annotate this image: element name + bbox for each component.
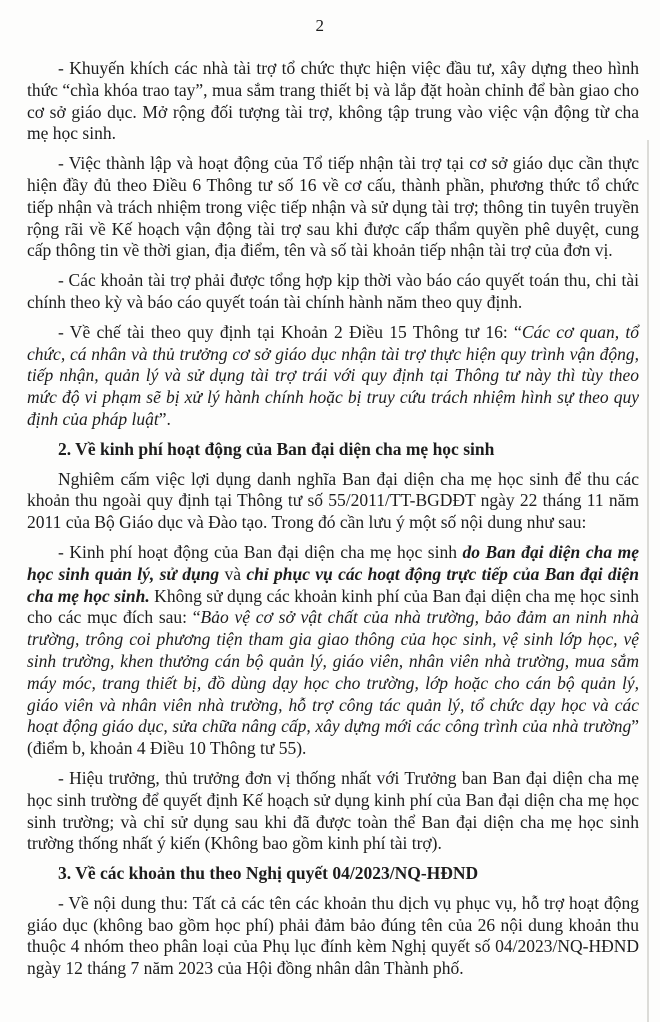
text-run-bold-italic: chỉ phục vụ các hoạt động trực tiếp của Ban đại diện cha mẹ học sinh. [27,563,639,606]
text-run: và [219,563,247,584]
paragraph-funding-reports [27,270,639,314]
paragraph-sponsor-encouragement [27,58,639,145]
paragraph-reception-team [27,153,639,262]
text-run: - Về nội dung thu: Tất cả các tên các khoản thu dịch vụ phục vụ, hỗ trợ hoạt động giáo dục (không bao gồm học phí) phải đảm bảo đúng tên của 26 nội dung khoản thu thuộc 4 nhóm theo phân loại của Phụ lục đính kèm Nghị quyết số 04/2023/NQ-HĐND ngày 12 tháng 7 năm 2023 của Hội đồng nhân dân Thành phố. [27,892,639,979]
paragraph-principal-agreement [27,768,639,855]
heading-text: 3. Về các khoản thu theo Nghị quyết 04/2023/NQ-HĐND [58,863,479,884]
paragraph-parent-board-funds [27,542,639,760]
text-run: ”. [158,408,171,429]
text-run: - Kinh phí hoạt động của Ban đại diện cha mẹ học sinh [58,541,463,562]
text-run: - Hiệu trưởng, thủ trưởng đơn vị thống nhất với Trưởng ban Ban đại diện cha mẹ học sinh trường để quyết định Kế hoạch sử dụng kinh phí của Ban đại diện cha mẹ học sinh trường; và chỉ sử dụng sau khi đã được toàn thể Ban đại diện cha mẹ học sinh trường thống nhất ý kiến (Không bao gồm kinh phí tài trợ). [27,767,639,854]
text-run-italic: Các cơ quan, tổ chức, cá nhân và thủ trưởng cơ sở giáo dục nhận tài trợ thực hiện quy trình vận động, tiếp nhận, quản lý và sử dụng tài trợ trái với quy định tại Thông tư này thì tùy theo mức độ vi phạm sẽ bị xử lý hành chính hoặc bị truy cứu trách nhiệm hình sự theo quy định của pháp luật [27,321,639,429]
text-run-italic: Bảo vệ cơ sở vật chất của nhà trường, bảo đảm an ninh nhà trường, trông coi phương tiện tham gia giao thông của học sinh, vệ sinh lớp học, vệ sinh trường, khen thưởng cán bộ quản lý, giáo viên, nhân viên nhà trường, mua sắm máy móc, trang thiết bị, đồ dùng dạy học cho trường, lớp hoặc cho cán bộ quản lý, giáo viên và nhân viên nhà trường, hỗ trợ công tác quản lý, tổ chức dạy học và các hoạt động giáo dục, sửa chữa nâng cấp, xây dựng mới các công trình của nhà trường [27,607,639,737]
text-run: Nghiêm cấm việc lợi dụng danh nghĩa Ban đại diện cha mẹ học sinh để thu các khoản thu ngoài quy định tại Thông tư số 55/2011/TT-BGDĐT ngày 22 tháng 11 năm 2011 của Bộ Giáo dục và Đào tạo. Trong đó cần lưu ý một số nội dung như sau: [27,468,639,533]
paragraph-revenue-content [27,893,639,980]
text-run-bold-italic: do Ban đại diện cha mẹ học sinh quản lý, sử dụng [27,541,640,584]
text-run: - Khuyến khích các nhà tài trợ tổ chức thực hiện việc đầu tư, xây dựng theo hình thức “chìa khóa trao tay”, mua sắm trang thiết bị và lắp đặt hoàn chỉnh để bàn giao cho cơ sở giáo dục. Mở rộng đối tượng tài trợ, không tập trung vào việc vận động từ cha mẹ học sinh. [27,58,639,144]
scan-edge-artifact [647,140,649,1022]
section-heading-3 [27,863,639,885]
text-run: Không sử dụng các khoản kinh phí của Ban đại diện cha mẹ học sinh cho các mục đích sau: “ [27,585,639,628]
paragraph-sanctions-quote [27,322,639,431]
text-run: - Các khoản tài trợ phải được tổng hợp kịp thời vào báo cáo quyết toán thu, chi tài chính theo kỳ và báo cáo quyết toán tài chính hành năm theo quy định. [27,270,639,312]
document-body [27,50,639,980]
heading-text: 2. Về kinh phí hoạt động của Ban đại diện cha mẹ học sinh [58,438,495,459]
section-heading-2 [27,439,639,461]
text-run: - Việc thành lập và hoạt động của Tổ tiếp nhận tài trợ tại cơ sở giáo dục cần thực hiện đầy đủ theo Điều 6 Thông tư số 16 về cơ cấu, thành phần, phương thức tổ chức tiếp nhận và trách nhiệm trong việc tiếp nhận và sử dụng tài trợ; thông tin tuyên truyền rộng rãi về Kế hoạch vận động tài trợ sau khi được cấp thẩm quyền phê duyệt, cung cấp thông tin về thời gian, địa điểm, tên và số tài khoản tiếp nhận tài trợ của đơn vị. [27,153,639,261]
page-number: 2 [315,16,325,35]
text-run: - Về chế tài theo quy định tại Khoản 2 Điều 15 Thông tư 16: “ [58,321,522,342]
text-run: ” (điểm b, khoản 4 Điều 10 Thông tư 55). [27,716,639,759]
paragraph-parent-board-prohibition [27,469,639,534]
